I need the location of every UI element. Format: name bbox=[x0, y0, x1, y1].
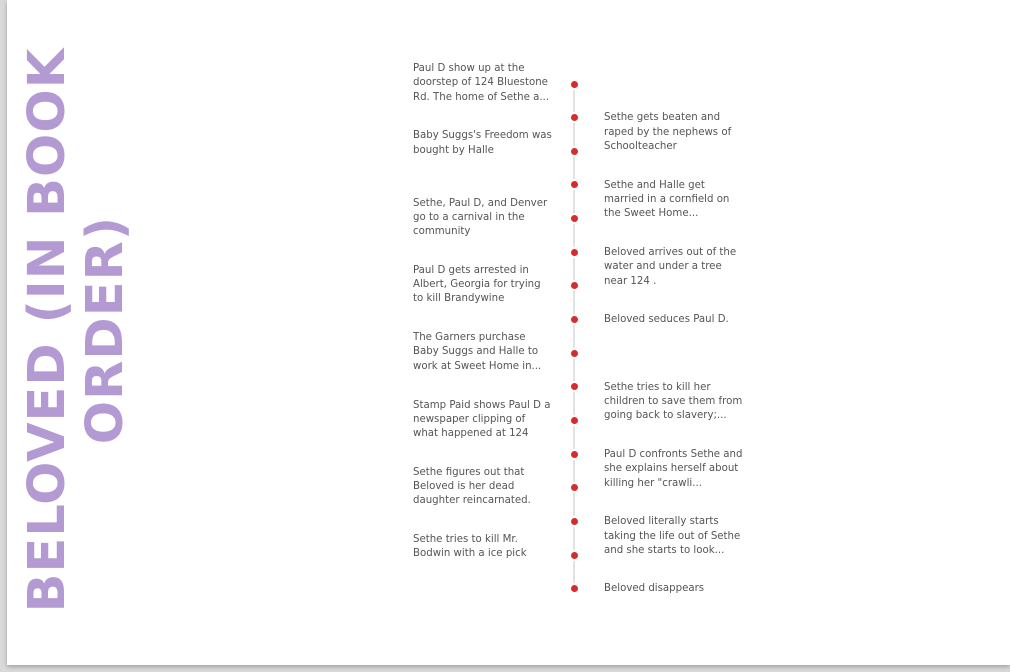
timeline-dot[interactable] bbox=[571, 518, 578, 525]
timeline-event-right[interactable]: Paul D confronts Sethe and she explains herself about killing her "crawli... bbox=[604, 448, 743, 489]
timeline-dot[interactable] bbox=[571, 417, 578, 424]
timeline-event-right[interactable]: Beloved literally starts taking the life out of Sethe and she starts to look... bbox=[604, 516, 741, 556]
timeline-title bbox=[19, 30, 135, 630]
timeline-event-right[interactable]: Beloved arrives out of the water and under a tree near 124 . bbox=[604, 247, 737, 287]
timeline-dot[interactable] bbox=[571, 114, 578, 121]
timeline-dot[interactable] bbox=[571, 350, 578, 357]
timeline-dot[interactable] bbox=[571, 81, 578, 88]
timeline-dot[interactable] bbox=[571, 585, 578, 592]
timeline-dot[interactable] bbox=[571, 282, 578, 289]
timeline-event-left[interactable]: Sethe figures out that Beloved is her dead daughter reincarnated. bbox=[413, 466, 531, 507]
timeline-dot[interactable] bbox=[571, 451, 578, 458]
timeline-dot[interactable] bbox=[571, 215, 578, 222]
timeline-event-right[interactable]: Sethe tries to kill her children to save them from going back to slavery;... bbox=[604, 381, 743, 422]
timeline-dot[interactable] bbox=[571, 552, 578, 559]
timeline-event-left[interactable]: Baby Suggs's Freedom was bought by Halle bbox=[413, 130, 552, 156]
timeline-event-left[interactable]: The Garners purchase Baby Suggs and Halle to work at Sweet Home in... bbox=[413, 332, 542, 372]
timeline-dot[interactable] bbox=[571, 249, 578, 256]
timeline-event-left[interactable]: Paul D gets arrested in Albert, Georgia for trying to kill Brandywine bbox=[413, 264, 541, 305]
timeline-event-right[interactable]: Sethe and Halle get married in a cornfield on the Sweet Home... bbox=[604, 179, 730, 220]
timeline-event-right[interactable]: Sethe gets beaten and raped by the nephews of Schoolteacher bbox=[604, 112, 732, 153]
timeline-axis bbox=[573, 82, 575, 592]
timeline-event-right[interactable]: Beloved disappears bbox=[604, 582, 705, 594]
timeline-event-left[interactable]: Sethe, Paul D, and Denver go to a carnival in the community bbox=[413, 197, 548, 238]
timeline-dot[interactable] bbox=[571, 484, 578, 491]
timeline-event-left[interactable]: Paul D show up at the doorstep of 124 Bluestone Rd. The home of Sethe a... bbox=[413, 63, 550, 103]
timeline-dot[interactable] bbox=[571, 148, 578, 155]
title-line-1: BELOVED (IN BOOK bbox=[18, 47, 77, 613]
timeline-dot[interactable] bbox=[571, 316, 578, 323]
timeline-dot[interactable] bbox=[571, 181, 578, 188]
timeline-dot[interactable] bbox=[571, 383, 578, 390]
title-line-2: ORDER) bbox=[76, 215, 135, 445]
timeline-page bbox=[7, 0, 1010, 665]
timeline-event-left[interactable]: Sethe tries to kill Mr. Bodwin with a ice pick bbox=[413, 534, 527, 560]
timeline-event-left[interactable]: Stamp Paid shows Paul D a newspaper clipping of what happened at 124 bbox=[413, 399, 551, 440]
timeline-event-right[interactable]: Beloved seduces Paul D. bbox=[604, 314, 729, 326]
